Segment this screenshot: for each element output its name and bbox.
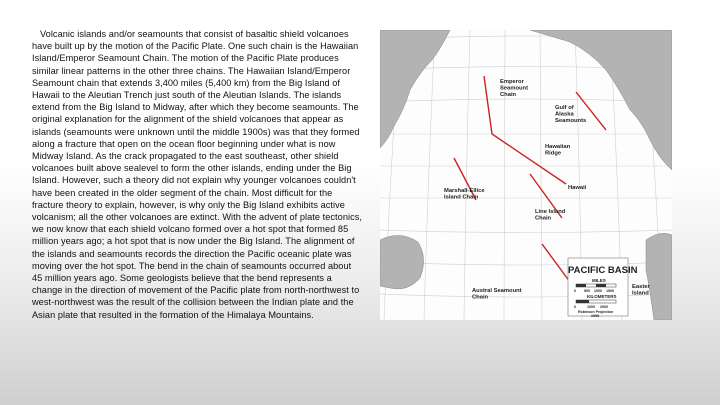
projection-label: Robinson Projection 1998 [578, 310, 614, 318]
hotspot-chains [454, 76, 606, 282]
svg-text:1500: 1500 [606, 289, 614, 293]
svg-text:0: 0 [574, 289, 576, 293]
svg-text:2000: 2000 [600, 305, 608, 309]
miles-label: MILES [592, 278, 606, 283]
austral-label: Austral Seamount Chain [472, 288, 522, 301]
line-islands-label: Line Island Chain [535, 209, 566, 222]
map-title: PACIFIC BASIN [568, 265, 638, 276]
body-text: Volcanic islands and/or seamounts that consist of basaltic shield volcanoes have built up by the motion of the Pacific Plate. One such chain is the Hawaiian Island/Emperor Seamount Chain. The motion of the Pacific Plate produces similar linear patterns in the other three chains. The Hawaiian Island/Emperor Seamount chain that extends 3,400 miles (5,400 km) from the Big Island of Hawaii to the Aleutian Trench just south of the Aleutian Islands. The islands extend from the Big Island to Midway, after which they become seamounts. The original explanation for the alignment of the shield volcanoes that appear as islands (seamounts were unknown until the middle 1900s) was that they formed along a fracture that open on the ocean floor beginning under what is now Midway Island. As the crack propagated to the east southeast, other shield volcanoes built above sealevel to form the other islands, ending under the Big Island. However, such a theory did not explain why younger volcanoes couldn't have been created in the older segment of the chain. Most difficult for the fracture theory to explain, however, is why only the Big Island exhibits active volcanism; all the other volcanoes are extinct. With the advent of plate tectonics, we now know that each shield volcano formed over a hot spot that formed 85 million years ago; a hot spot that is now under the Big Island. The alignment of the islands and seamounts records the direction the Pacific oceanic plate was moving over the hot spot. The bend in the chain of seamounts occurred about 45 million years ago. Some geologists believe that the bend represents a change in the direction of movement of the Pacific plate from north-northwest to west-northwest was the result of the collision between the Indian plate and the Asian plate that resulted in the formation of the Himalaya Mountains. [32, 29, 362, 320]
marshall-label: Marshall-Ellice Island Chain [444, 188, 485, 201]
map-svg [380, 30, 672, 320]
asia-landmass [380, 30, 450, 148]
south-america-landmass [646, 233, 672, 320]
emperor-label: Emperor Seamount Chain [500, 79, 529, 98]
hawaiian-ridge-label: Hawaiian Ridge [545, 144, 571, 157]
pacific-basin-map [380, 30, 672, 320]
svg-text:1000: 1000 [594, 289, 602, 293]
km-label: KILOMETERS [587, 294, 617, 299]
easter-label: Easter Island [632, 284, 650, 297]
svg-text:1000: 1000 [587, 305, 595, 309]
hawaii-label: Hawaii [568, 185, 587, 191]
australia-landmass [380, 235, 424, 288]
gulf-seamounts-chain-line [576, 92, 606, 130]
gulf-label: Gulf of Alaska Seamounts [555, 105, 587, 124]
svg-text:500: 500 [584, 289, 590, 293]
svg-text:0: 0 [574, 305, 576, 309]
emperor-hawaiian-chain-line [484, 76, 566, 184]
map-legend [568, 258, 638, 318]
austral-chain-line [542, 244, 570, 282]
